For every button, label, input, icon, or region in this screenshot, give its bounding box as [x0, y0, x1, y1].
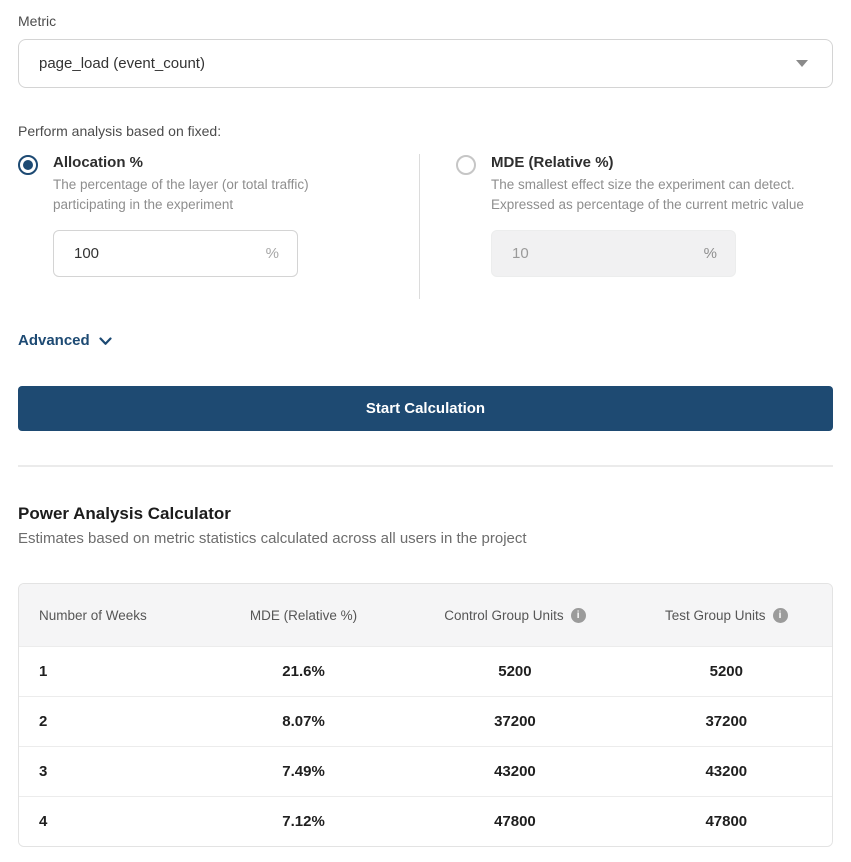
- advanced-label: Advanced: [18, 332, 90, 349]
- mde-unit-label: %: [703, 245, 717, 263]
- allocation-input[interactable]: [74, 245, 266, 262]
- table-row: [19, 646, 832, 696]
- cell-test-units: 5200: [709, 663, 743, 680]
- cell-mde: 7.49%: [282, 763, 325, 780]
- allocation-unit-label: %: [265, 245, 279, 263]
- column-header-label: Number of Weeks: [39, 607, 147, 623]
- column-header-label: MDE (Relative %): [249, 607, 358, 623]
- cell-control-units: 43200: [494, 763, 536, 780]
- analysis-mode-label: Perform analysis based on fixed:: [18, 123, 222, 139]
- results-table: [18, 583, 833, 847]
- cell-weeks: 3: [39, 763, 48, 780]
- cell-weeks: 1: [39, 663, 48, 680]
- cell-mde: 21.6%: [282, 663, 325, 680]
- results-title: Power Analysis Calculator: [18, 504, 231, 523]
- results-subtitle: Estimates based on metric statistics calculated across all users in the project: [18, 530, 527, 547]
- results-table-header: [19, 584, 832, 646]
- info-icon[interactable]: i: [773, 608, 788, 623]
- cell-control-units: 37200: [494, 713, 536, 730]
- mde-option[interactable]: [456, 154, 833, 214]
- column-header-label: Test Group Units: [665, 607, 766, 623]
- start-calculation-button[interactable]: Start Calculation: [18, 386, 833, 431]
- analysis-options: [18, 154, 833, 299]
- advanced-toggle[interactable]: [18, 332, 112, 349]
- table-row: [19, 696, 832, 746]
- cell-test-units: 47800: [705, 813, 748, 830]
- mde-radio[interactable]: [456, 155, 476, 175]
- section-divider: [18, 465, 833, 467]
- column-header-label: Control Group Units: [444, 607, 564, 623]
- allocation-option-column: [18, 154, 419, 299]
- column-header-test-units: [621, 608, 832, 623]
- cell-control-units: 5200: [498, 663, 532, 680]
- chevron-down-icon: [99, 337, 112, 346]
- column-header-weeks: [19, 608, 198, 623]
- info-icon[interactable]: i: [571, 608, 586, 623]
- cell-weeks: 2: [39, 713, 48, 730]
- cell-weeks: 4: [39, 813, 48, 830]
- allocation-option-title: Allocation %: [53, 154, 144, 171]
- chevron-down-icon: [796, 60, 808, 67]
- table-row: [19, 796, 832, 846]
- allocation-radio[interactable]: [18, 155, 38, 175]
- cell-mde: 7.12%: [282, 813, 325, 830]
- column-header-mde: [198, 608, 409, 623]
- mde-option-title: MDE (Relative %): [491, 154, 614, 171]
- cell-test-units: 43200: [705, 763, 748, 780]
- allocation-option-description: The percentage of the layer (or total traffic) participating in the experiment: [53, 177, 309, 212]
- metric-label: Metric: [18, 13, 57, 29]
- allocation-input-wrapper: [53, 230, 298, 277]
- metric-select-value: page_load (event_count): [39, 55, 205, 72]
- table-row: [19, 746, 832, 796]
- mde-option-description: The smallest effect size the experiment can detect. Expressed as percentage of the current metric value: [491, 177, 804, 212]
- mde-input-wrapper: [491, 230, 736, 277]
- cell-test-units: 37200: [705, 713, 748, 730]
- metric-select[interactable]: [18, 39, 833, 88]
- cell-mde: 8.07%: [282, 713, 325, 730]
- column-header-control-units: [409, 608, 620, 623]
- mde-option-column: [420, 154, 833, 299]
- cell-control-units: 47800: [494, 813, 536, 830]
- mde-input[interactable]: [512, 245, 704, 262]
- allocation-option[interactable]: [18, 154, 419, 214]
